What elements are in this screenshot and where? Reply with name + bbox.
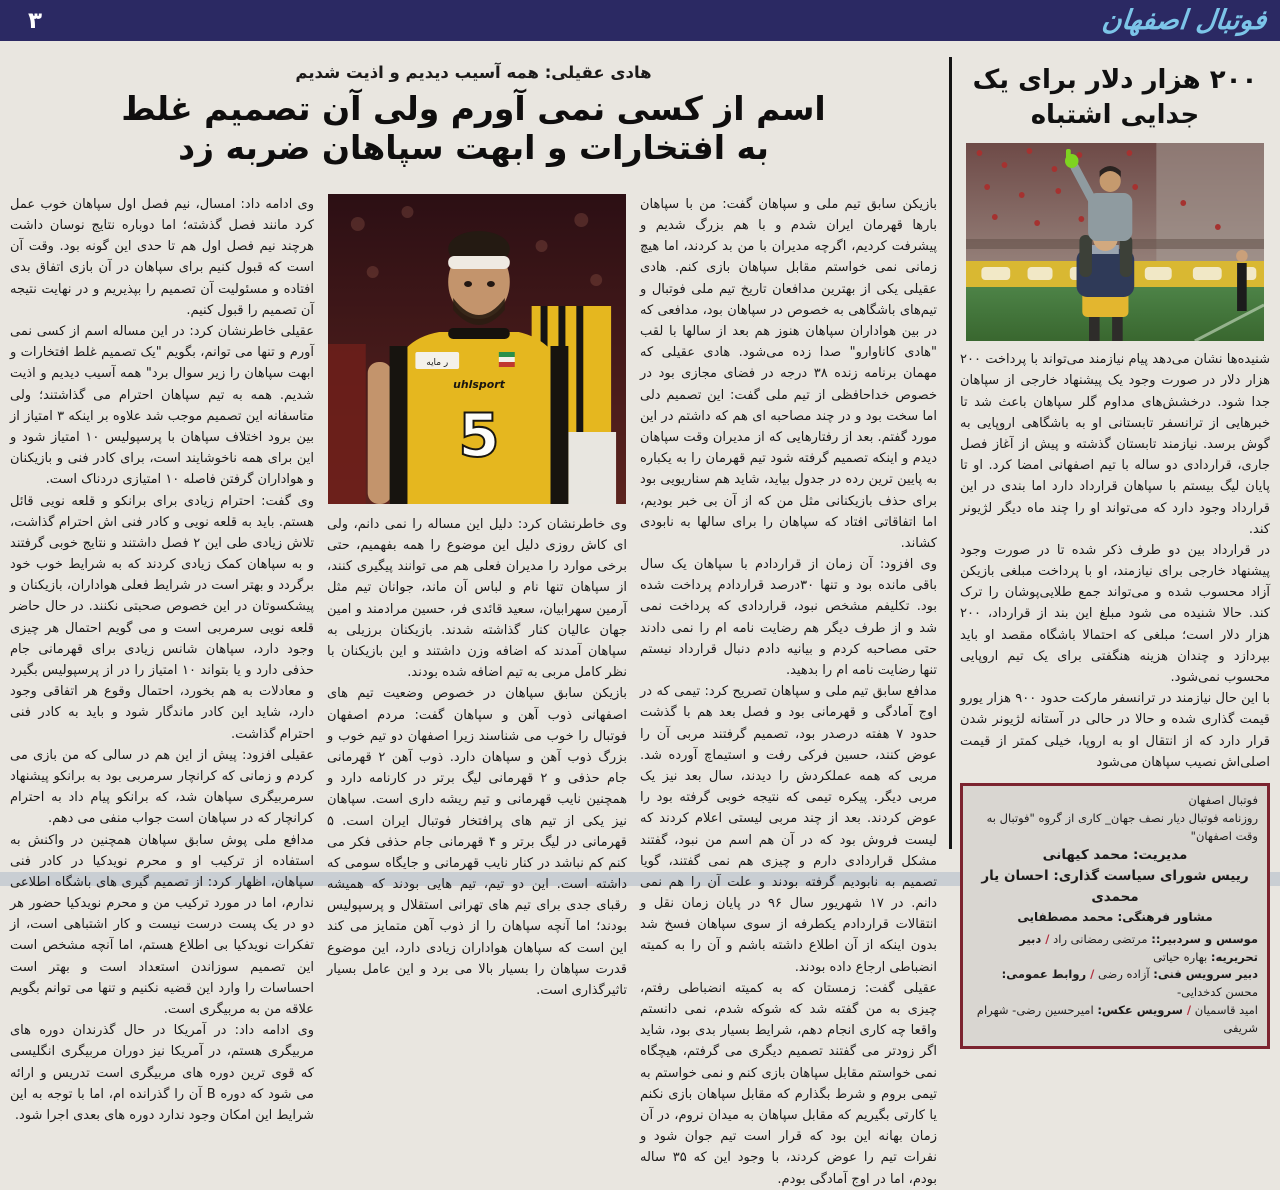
credit-label: روابط عمومی: — [1001, 967, 1091, 982]
staff-policy-head: رییس شورای سیاست گذاری: احسان یار محمدی — [981, 868, 1249, 906]
main-headline-line1: اسم از کسی نمی آورم ولی آن تصمیم غلط — [121, 89, 826, 128]
staff-subtitle: روزنامه فوتبال دیار نصف جهان_ کاری از گروه "فوتبال به وقت اصفهان" — [986, 810, 1258, 843]
sepahan-player-photo — [328, 194, 626, 504]
page-number: ٣ — [28, 7, 43, 34]
staff-credits-line-1 — [972, 931, 1258, 967]
article-paragraph: وی افزود: آن زمان از قراردادم با سپاهان یک سال باقی مانده بود و تنها ۳۰درصد قراردادم پرداخت شده بود. تکلیفم مشخص نبود، قراردادی که پرداخت نمی شد و از طرف دیگر هم رضایت نامه ام را نمی دادند حتی مصاحبه کردم و بیانیه دادم دنبال قرارداد نیستم تنها رضایت نامه ام را بدهید. — [640, 557, 937, 678]
credit-separator: / — [1186, 1002, 1192, 1017]
sidebar-article — [960, 51, 1271, 1035]
sidebar-body — [960, 349, 1270, 773]
article-paragraph: وی گفت: احترام زیادی برای برانکو و قلعه نویی قائل هستم. باید به قلعه نویی و کادر فنی اش احترام گذاشت، تلاش زیادی طی این ۲ فصل داشتند و نتایج خوبی گرفتند و به سپاهان کمک زیادی کردند که به شرایط خوب خود برگردد و بهتر است در شرایط فعلی هواداران، بازیکنان و پیشکسوتان در این خصوص صحبتی نکنند. در حال حاضر قلعه نویی سرمربی است و می گویم احتمال هر چیزی وجود دارد، سپاهان شانس زیادی برای قهرمانی جام حذفی دارد و یا بتواند ۱۰ امتیاز را در از پرسپولیس بگیرد و معادلات به هم بخورد، احتمال وقوع هر اتفاقی وجود دارد، شاید این کادر ماندگار شود و باید به کادر فنی احترام گذاشت. — [10, 493, 314, 742]
credit-name: مرتضی رمضانی راد — [1049, 931, 1152, 946]
article-paragraph: با این حال نیازمند در ترانسفر مارکت حدود ۹۰۰ هزار یورو قیمت گذاری شده و حالا در حالی در آستانه لژیونر شدن قرار دارد که از انتقال او به اروپا، خیلی کمتر از قیمت اصلی‌اش نصیب سپاهان می‌شود — [960, 691, 1271, 770]
staff-title: فوتبال اصفهان — [1188, 792, 1258, 807]
credit-separator: / — [1090, 967, 1095, 982]
vertical-divider — [949, 57, 952, 849]
page-content — [0, 41, 1280, 1187]
staff-management: مدیریت: محمد کیهانی — [1042, 847, 1188, 864]
article-paragraph: مدافع سابق تیم ملی و سپاهان تصریح کرد: تیمی که در اوج آمادگی و قهرمانی بود و فصل بعد هم با گذشت حدود ۷ هفته درصدر بود، تصمیم گرفتند مربی آن را عوض کنند، حسین فرکی رفت و استیماچ آورده شد. مربی که همه عملکردش را دیدند، سال بعد نیز یک مربی دیگر. پیکره تیمی که نتیجه خوبی گرفته بود را عوض کردند. بعد از چند مربی لیستی اعلام کردند که لیست فروش بود که در آن هم اسم من نبود، گفتند مشکل قراردادی دارم و چیزی هم نمی گفتند، گویا تصمیم به نابودیم گرفته بودند و علت آن را هم نمی دانم. در ۱۷ شهریور سال ۹۶ در پایان زمان نقل و انتقالات قراردادم یکطرفه از سوی سپاهان فسخ شد بدون اینکه از آن اطلاع داشته باشم و آن را به کمیته انضباطی ارجاع داده بودند. — [640, 684, 938, 975]
article-paragraph: بازیکن سابق سپاهان در خصوص وضعیت تیم های اصفهانی ذوب آهن و سپاهان گفت: مردم اصفهان فوتبال را خوب می شناسند زیرا اصفهان دو تیم خوب و بزرگ ذوب آهن و سپاهان دارد. ذوب آهن ۲ قهرمانی جام حذفی و ۲ قهرمانی لیگ برتر در کارنامه دارد و همچنین نایب قهرمانی و تیم ریشه داری است. سپاهان نیز یکی از تیم های پرافتخار فوتبال ایران است. ۵ قهرمانی در لیگ برتر و ۴ قهرمانی جام حذفی فکر می کنم کم نباشد در کنار نایب قهرمانی و جایگاه سومی که داشته است. این دو تیم، تیم هایی بودند که همیشه رقبای جدی برای تیم های تهرانی استقلال و پرسپولیس بودند؛ اما آنچه سپاهان را از ذوب آهن متمایز می کند این است که سپاهان هواداران زیادی دارد، این موضوع قدرت سپاهان را بسیار بالا می برد و این عامل بسیار تاثیرگذاری است. — [327, 686, 628, 998]
article-paragraph: در قرارداد بین دو طرف ذکر شده تا در صورت وجود پیشنهاد خارجی برای نیازمند، او با پرداخت مبلغی بازیکن آزاد محسوب شده و می‌تواند جمع طلایی‌پوشان را ترک کند. حالا شنیده می شود مبلغ این بند از قرارداد، ۲۰۰ هزار دلار است؛ مبلغی که احتمالا باشگاه مقصد او باید بپردازد و چندان هزینه هنگفتی برای یک تیم اروپایی محسوب نمی‌شود. — [960, 542, 1270, 685]
goalkeeper-celebration-photo — [966, 143, 1264, 341]
main-article — [0, 51, 949, 1187]
article-paragraph: عقیلی خاطرنشان کرد: در این مساله اسم از کسی نمی آورم و تنها می توانم، بگویم "یک تصمیم غلط افتخارات و ابهت سپاهان را زیر سوال برد" همه آسیب دیدیم و اذیت شدیم. همه به تیم سپاهان احترام می گذاشتند؛ ولی متاسفانه این تصمیم موجب شد علاوه بر اینکه ۳ امتیاز از بین برود اختلاف سپاهان با پرسپولیس ۱۰ امتیاز شود و این برای همه ناخوشایند است، برای کادر فنی و بازیکنان و هواداران گرفتن فاصله ۱۰ امتیازی دردناک است. — [10, 324, 314, 488]
article-paragraph: بازیکن سابق تیم ملی و سپاهان گفت: من با سپاهان بارها قهرمان ایران شدم و با هم بزرگ شدیم و پیشرفت کردیم، اگرچه مدیران با من بد کردند، اما هیچ زمانی نمی خواستم مقابل سپاهان بازی کنم. هادی عقیلی یکی از بهترین مدافعان تاریخ تیم ملی فوتبال و تیم‌های باشگاهی به خصوص در سپاهان بود، مدافعی که در بین هواداران سپاهان هنوز هم بعد از سالها با لقب "هادی کاناوارو" صدا زده می‌شود. هادی عقیلی که مهمان برنامه زنده ۳۸ درجه در فضای مجازی بود در خصوص خداحافظی از تیم ملی گفت: این تصمیم دلی اما سخت بود و در چند مصاحبه ای هم که داشتم در این مورد گفتم. بعد از رفتارهایی که از مدیران وقت سپاهان دیدم و اینکه تصمیم گرفته شود تیم قهرمان را به یکباره به پایین ترین رده در جدول بیاید، شاید هم سناریویی بود برای حذف بازیکنانی مثل من که از آن بی خبر بودیم، اما اتفاقاتی افتاد که سپاهان را برای سالها به نابودی کشاند. — [640, 196, 937, 551]
credit-name: محسن کدخدایی- — [1176, 985, 1258, 1000]
article-paragraph: عقیلی گفت: زمستان که به کمیته انضباطی رفتم، چیزی به من گفته شد که شوکه شدم، نمی دانستم واقعا چه کاری انجام دهم، شرایط بسیار بدی بود، شاید اگر زودتر می گفتند تصمیم دیگری می گرفتم، هیچگاه نمی خواستم مقابل سپاهان بازی کنم و نمی خواستم به تیمی بروم و شرط بگذارم که مقابل سپاهان بازی نکنم یا کارتی بگیریم که مقابل سپاهان به میدان نروم، در آن زمان بهانه این بود که قرار است تیم جوان شود و نفرات تیم را عوض کردند، با وجود این که ۳۵ ساله بودم، اما در اوج آمادگی بودم. — [640, 980, 937, 1187]
credit-name: آزاده رضی — [1094, 967, 1154, 982]
article-paragraph: شنیده‌ها نشان می‌دهد پیام نیازمند می‌تواند با پرداخت ۲۰۰ هزار دلار در صورت وجود یک پیشنهاد خارجی از سپاهان جدا شود. درخشش‌های مداوم گلر سپاهان باعث شد تا خبرهایی از ترانسفر تابستانی او به باشگاهی اروپایی به گوش برسد. نیازمند تابستان گذشته و پیش از آغاز فصل جاری، قراردادی دو ساله با تیم اصفهانی امضا کرد. او تا پایان لیگ بیستم با سپاهان قرارداد دارد اما بندی در این قرارداد وجود دارد که می‌تواند او را چند ماه دیگر لژیونر کند. — [960, 352, 1270, 537]
article-paragraph: وی ادامه داد: در آمریکا در حال گذرندان دوره های مربیگری هستم، در آمریکا نیز دوران مربیگری انگلیسی که قوی ترین دوره های مربیگری است تدریس و ارائه می شود که دوره B آن را گذرانده ام، اما با توجه به این شرایط این امکان وجود ندارد دوره های بعدی اجرا شود. — [10, 1023, 315, 1123]
jersey-sponsor-text: ر مایه — [426, 357, 449, 368]
article-kicker: هادی عقیلی: همه آسیب دیدیم و اذیت شدیم — [295, 63, 652, 82]
jersey-brand-text: uhlsport — [453, 377, 505, 391]
credit-name: امید قاسمیان — [1191, 1002, 1258, 1017]
staff-credits-line-3 — [972, 1002, 1258, 1038]
article-column-2 — [327, 194, 627, 1001]
sidebar-headline-line2: یک جدایی اشتباه — [972, 65, 1200, 131]
article-columns — [10, 194, 937, 1190]
top-bar — [0, 0, 1280, 41]
jersey-number: 5 — [458, 400, 500, 471]
main-headline — [10, 90, 937, 168]
article-paragraph: عقیلی افزود: پیش از این هم در سالی که من بازی می کردم و زمانی که کرانچار سرمربی بود به برانکو پیشنهاد سرمربیگری سپاهان شد، که برانکو پیام داد به احترام کرانچار که در سپاهان است جواب منفی می دهم. — [10, 747, 314, 827]
article-column-3 — [10, 194, 314, 1126]
credit-name: بهاره حیاتی — [1153, 949, 1211, 964]
sidebar-headline — [960, 63, 1270, 133]
article-paragraph: وی خاطرنشان کرد: دلیل این مساله را نمی دانم، ولی ای کاش روزی دلیل این موضوع را همه بفهمیم، حتی برخی موارد را مدیران فعلی هم می توانند پیگیری کنند، از سپاهان تنها نام و لباس آن ماند، جوانان تیم مثل آرمین سهرابیان، سعید قائدی فر، حسین مرادمند و امین جهان عالیان کنار گذاشته شدند. بازیکنان برزیلی به سپاهان آمدند که اضافه وزن داشتند و این بازیکنان با نظر کامل مربی به تیم اضافه شده بودند. — [327, 516, 627, 681]
staff-credits-line-2 — [972, 966, 1258, 1002]
article-paragraph: وی ادامه داد: امسال، نیم فصل اول سپاهان خوب عمل کرد مانند فصل گذشته؛ اما دوباره نتایج نوسان داشت هرچند نیم فصل اول هم تا حدی این گونه بود. وقت آن است که قبول کنیم برای سپاهان در آن بازی اتفاق بدی افتاده و مسئولیت آن تصمیم را بپذیریم و در نهایت نتیجه آن تصمیم را قبول کنیم. — [10, 196, 314, 318]
credit-name: امیرحسین رضی- شهرام شریفی — [976, 1002, 1258, 1035]
staff-credits-box — [960, 783, 1270, 1049]
staff-cultural-advisor: مشاور فرهنگی: محمد مصطفایی — [1017, 910, 1213, 925]
article-column-1 — [640, 194, 937, 1190]
article-paragraph: مدافع ملی پوش سابق سپاهان همچنین در واکنش به استفاده از ترکیب او و محرم نویدکیا در کادر فنی سپاهان، اظهار کرد: از تصمیم گیری های باشگاه اطلاعی ندارم، اما در مورد ترکیب من و محرم نویدکیا حضور هر دو در یک پست درست نیست و کار اشتباهی است، از تفکرات نویدکیا بی اطلاع هستم، اما آنچه مشخص است این تصمیم سوزاندن استعداد است و بهتر است احساسات را وارد این قضیه نکنیم و تنها می توانم بگویم علاقه من به مربیگری است. — [10, 832, 314, 1017]
main-headline-line2: به افتخارات و ابهت سپاهان ضربه زد — [178, 127, 769, 167]
credit-label: موسس و سردبیر:: — [1151, 931, 1258, 946]
masthead-logo: فوتبال اصفهان — [1100, 5, 1268, 36]
credit-label: دبیر تحریریه: — [1019, 931, 1258, 964]
credit-separator: / — [1045, 931, 1050, 946]
sidebar-headline-line1: ۲۰۰ هزار دلار برای — [1018, 65, 1258, 95]
credit-label: سرویس عکس: — [1097, 1002, 1187, 1017]
credit-label: دبیر سرویس فنی: — [1153, 967, 1258, 982]
